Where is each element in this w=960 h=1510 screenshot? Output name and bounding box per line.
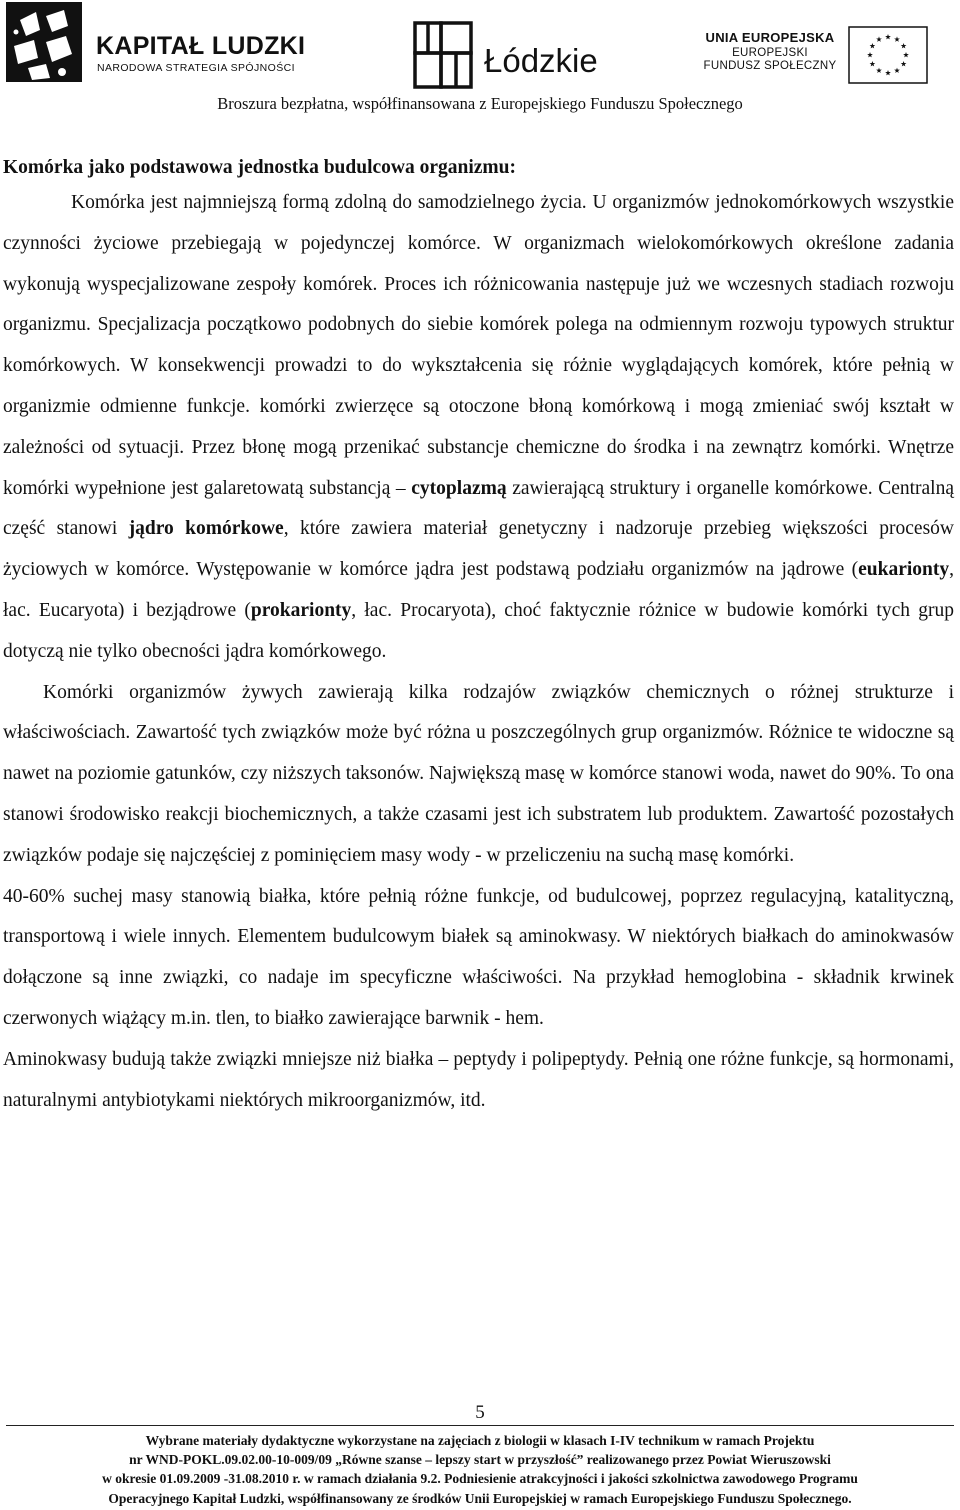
- eu-flag-icon: [848, 26, 928, 84]
- kapital-ludzki-title: KAPITAŁ LUDZKI: [96, 32, 306, 60]
- footer-line-3: w okresie 01.09.2009 -31.08.2010 r. w ramach działania 9.2. Podniesienie atrakcyjności i jakości szkolnictwa zawodowego Programu: [102, 1471, 858, 1487]
- page-header: [0, 0, 960, 120]
- kapital-ludzki-mark-icon: [6, 2, 82, 82]
- brochure-subtitle-text: Broszura bezpłatna, współfinansowana z Europejskiego Funduszu Społecznego: [217, 94, 743, 113]
- p1-text-3: , które zawiera materiał genetyczny i nadzoruje przebieg większości procesów życiowych w komórce. Występowanie w komórce jądra jest podstawą podziału organizmów na jądrowe (: [3, 518, 954, 581]
- lodzkie-logo: [412, 14, 642, 94]
- eu-text: [700, 30, 840, 72]
- term-cytoplazma: cytoplazmą: [411, 477, 507, 499]
- paragraph-amino-acids: Aminokwasy budują także związki mniejsze niż białka – peptydy i polipeptydy. Pełnią one różne funkcje, są hormonami, naturalnymi antybiotykami niektórych mikroorganizmów, itd.: [3, 1048, 954, 1111]
- p1-text-2: zawierającą struktury i organelle komórkowe. Centralną część stanowi: [3, 477, 954, 540]
- eu-logo: [700, 20, 950, 86]
- kapital-ludzki-logo: [6, 2, 306, 84]
- paragraph-cell-structure: [3, 183, 954, 673]
- kapital-ludzki-subtitle: NARODOWA STRATEGIA SPÓJNOŚCI: [97, 62, 295, 74]
- footer-line-1: Wybrane materiały dydaktyczne wykorzystane na zajęciach z biologii w klasach I-IV technikum w ramach Projektu: [145, 1433, 815, 1448]
- footer-line-4: Operacyjnego Kapitał Ludzki, współfinansowany ze środków Unii Europejskiej w ramach Europejskiego Funduszu Społecznego.: [108, 1490, 852, 1506]
- page-footer: [10, 1431, 950, 1508]
- lodzkie-name: Łódzkie: [484, 42, 598, 79]
- term-prokarionty: prokarionty: [250, 599, 352, 621]
- lodzkie-mark-icon: [412, 20, 474, 90]
- footer-divider: [6, 1425, 954, 1426]
- term-jadro-komorkowe: jądro komórkowe: [128, 518, 284, 540]
- eu-line-2: EUROPEJSKI: [732, 47, 808, 59]
- footer-line-2: nr WND-POKL.09.02.00-10-009/09 „Równe szanse – lepszy start w przyszłość” realizowanego przez Powiat Wieruszowski: [129, 1452, 831, 1468]
- page-number: 5: [475, 1402, 485, 1423]
- section-heading: Komórka jako podstawowa jednostka budulcowa organizmu:: [3, 157, 517, 178]
- paragraph-chemical-compounds: Komórki organizmów żywych zawierają kilka rodzajów związków chemicznych o różnej strukturze i właściwościach. Zawartość tych związków może być różna u poszczególnych grup organizmów. Różnice te widoczne są nawet na poziomie gatunków, czy niższych taksonów. Największą masę w komórce stanowi woda, nawet do 90%. To ona stanowi środowisko reakcji biochemicznych, a także czasami jest ich substratem lub produktem. Zawartość pozostałych związków podaje się najczęściej z pominięciem masy wody - w przeliczeniu na suchą masę komórki.: [3, 681, 954, 866]
- eu-line-3: FUNDUSZ SPOŁECZNY: [703, 60, 837, 72]
- eu-line-1: UNIA EUROPEJSKA: [705, 30, 835, 45]
- brochure-subtitle: [0, 94, 960, 114]
- p1-text-4: , łac. Eucaryota) i bezjądrowe (: [3, 559, 954, 621]
- article-body: [3, 153, 954, 1121]
- p1-text-5: , łac. Procaryota), choć faktycznie różnice w budowie komórki tych grup dotyczą nie tylko obecności jądra komórkowego.: [3, 599, 954, 662]
- p1-text-1: Komórka jest najmniejszą formą zdolną do samodzielnego życia. U organizmów jednokomórkowych wszystkie czynności życiowe przebiegają w pojedynczej komórce. W organizmach wielokomórkowych określone zadania wykonują wyspecjalizowane zespoły komórek. Proces ich różnicowania następuje już we wczesnych stadiach rozwoju organizmu. Specjalizacja początkowo podobnych do siebie komórek polega na odmiennym rozwoju typowych struktur komórkowych. W konsekwencji prowadzi to do wykształcenia się różnie wyglądających komórek, które pełnią w organizmie odmienne funkcje. komórki zwierzęce są otoczone błoną komórkową i mogą zmieniać swój kształt w zależności od sytuacji. Przez błonę mogą przenikać substancje chemiczne do środka i na zewnątrz komórki. Wnętrze komórki wypełnione jest galaretowatą substancją –: [3, 192, 954, 499]
- term-eukarionty: eukarionty: [858, 559, 950, 581]
- paragraph-proteins: 40-60% suchej masy stanowią białka, które pełnią różne funkcje, od budulcowej, poprzez regulacyjną, katalityczną, transportową i wiele innych. Elementem budulcowym białek są aminokwasy. W niektórych białkach do aminokwasów dołączone są inne związki, co nadaje im specyficzne właściwości. Na przykład hemoglobina - składnik krwinek czerwonych wiążący m.in. tlen, to białko zawierające barwnik - hem.: [3, 885, 954, 1029]
